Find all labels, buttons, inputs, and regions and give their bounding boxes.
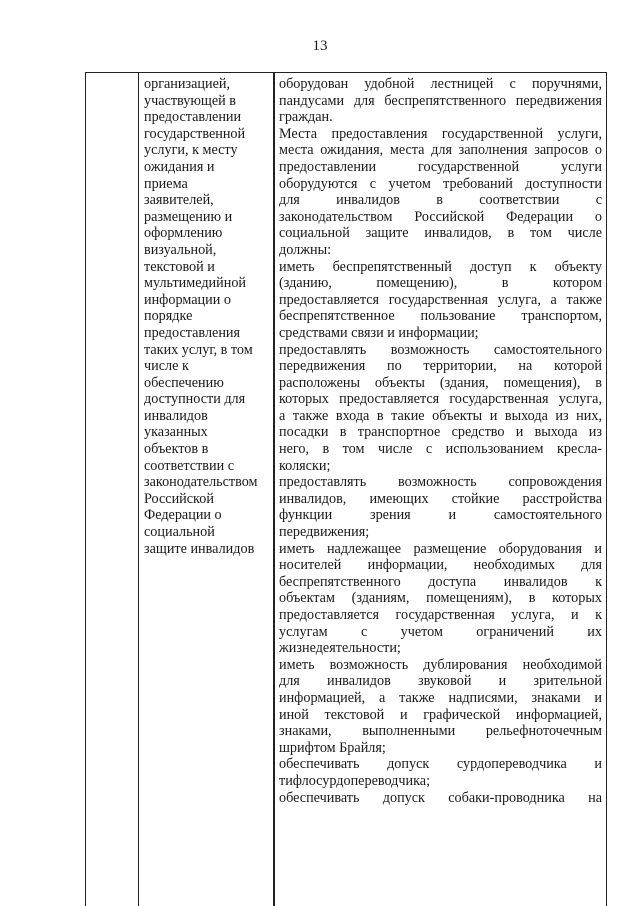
requirement-text-line: коляски; bbox=[279, 457, 331, 474]
requirement-text-line: граждан. bbox=[279, 109, 333, 126]
criteria-text-line: приема bbox=[144, 175, 188, 192]
requirement-text-line: оборудован удобной лестницей с поручнями, bbox=[279, 76, 602, 92]
criteria-text-line: социальной bbox=[144, 524, 215, 541]
requirement-text-line: носителей информации, необходимых для bbox=[279, 557, 602, 574]
criteria-text-line: размещению и bbox=[144, 208, 233, 225]
requirement-text-line: объектам (зданиям, помещениям), в которых bbox=[279, 590, 602, 607]
requirement-text-line: обеспечивать допуск собаки-проводника на bbox=[279, 789, 602, 806]
column-divider bbox=[606, 73, 607, 906]
requirement-text-line: предоставлении государственной услуги bbox=[279, 158, 602, 175]
requirement-text-line: средствами связи и информации; bbox=[279, 324, 479, 341]
requirement-text-line: предоставлять возможность сопровождения bbox=[279, 474, 602, 491]
requirement-text-line: должны: bbox=[279, 241, 332, 258]
criteria-text-line: предоставления bbox=[144, 324, 241, 341]
column-divider bbox=[138, 73, 139, 906]
requirement-text-line: обеспечивать допуск сурдопереводчика и bbox=[279, 756, 602, 773]
criteria-text-line: защите инвалидов bbox=[144, 540, 255, 557]
criteria-text-line: соответствии с bbox=[144, 457, 235, 474]
criteria-text-line: инвалидов bbox=[144, 407, 208, 424]
requirement-text-line: предоставляется государственная услуга, а также bbox=[279, 291, 602, 308]
requirement-text-line: для инвалидов в соответствии с bbox=[279, 192, 602, 209]
criteria-text-line: участвующей в bbox=[144, 92, 236, 109]
requirement-text-line: знаками, выполненными рельефноточечным bbox=[279, 723, 602, 740]
criteria-text-line: организацией, bbox=[144, 76, 231, 92]
requirement-text-line: передвижения по территории, на которой bbox=[279, 358, 602, 375]
requirement-text-line: законодательством Российской Федерации о bbox=[279, 208, 602, 225]
requirement-text-line: тифлосурдопереводчика; bbox=[279, 772, 431, 789]
criteria-text-line: таких услуг, в том bbox=[144, 341, 253, 358]
criteria-text-line: информации о bbox=[144, 291, 231, 308]
requirement-text-line: социальной защите инвалидов, в том числе bbox=[279, 225, 602, 242]
requirement-text-line: иметь надлежащее размещение оборудования и bbox=[279, 540, 602, 557]
criteria-text-line: числе к bbox=[144, 358, 189, 375]
criteria-text-line: государственной bbox=[144, 125, 246, 142]
criteria-text-line: указанных bbox=[144, 424, 208, 441]
criteria-text-line: мультимедийной bbox=[144, 275, 247, 292]
criteria-text-line: заявителей, bbox=[144, 192, 214, 209]
requirement-text-line: беспрепятственное пользование транспортом, bbox=[279, 308, 602, 325]
requirement-text-line: информацией, а также надписями, знаками и bbox=[279, 689, 602, 706]
requirement-text-line: жизнедеятельности; bbox=[279, 640, 401, 657]
criteria-text-line: оформлению bbox=[144, 225, 223, 242]
requirements-table bbox=[85, 72, 607, 906]
criteria-text-line: предоставлении bbox=[144, 109, 242, 126]
requirement-text-line: иметь возможность дублирования необходимой bbox=[279, 656, 602, 673]
requirement-text-line: иной текстовой и графической информацией, bbox=[279, 706, 602, 723]
criteria-text-line: Федерации о bbox=[144, 507, 222, 524]
criteria-text-line: услуги, к месту bbox=[144, 142, 238, 159]
criteria-text-line: визуальной, bbox=[144, 241, 217, 258]
criteria-text-line: объектов в bbox=[144, 441, 209, 458]
requirement-text-line: а также входа в такие объекты и выхода из них, bbox=[279, 407, 602, 424]
requirement-text-line: (зданию, помещению), в котором bbox=[279, 275, 602, 292]
requirement-text-line: расположены объекты (здания, помещения), в bbox=[279, 374, 602, 391]
requirement-text-line: Места предоставления государственной услуги, bbox=[279, 125, 602, 142]
requirement-text-line: шрифтом Брайля; bbox=[279, 739, 386, 756]
requirement-text-line: пандусами для беспрепятственного передвижения bbox=[279, 92, 602, 109]
requirement-text-line: услугам с учетом ограничений их bbox=[279, 623, 602, 640]
criteria-text-line: порядке bbox=[144, 308, 193, 325]
requirement-text-line: для инвалидов звуковой и зрительной bbox=[279, 673, 602, 690]
requirement-text-line: передвижения; bbox=[279, 524, 370, 541]
requirement-text-line: предоставляется государственная услуга, и к bbox=[279, 607, 602, 623]
requirement-text-line: инвалидов, имеющих стойкие расстройства bbox=[279, 490, 602, 507]
requirement-text-line: него, в том числе с использованием кресла- bbox=[279, 441, 602, 458]
requirement-text-line: иметь беспрепятственный доступ к объекту bbox=[279, 258, 602, 275]
page-number: 13 bbox=[312, 38, 328, 54]
requirement-text-line: места ожидания, места для заполнения запросов о bbox=[279, 142, 602, 159]
criteria-text-line: доступности для bbox=[144, 391, 246, 408]
criteria-text-line: Российской bbox=[144, 490, 214, 507]
requirement-text-line: предоставлять возможность самостоятельного bbox=[279, 341, 602, 358]
requirement-text-line: функции зрения и самостоятельного bbox=[279, 507, 602, 524]
requirement-text-line: которых предоставляется государственная услуга, bbox=[279, 391, 602, 408]
requirements-cell bbox=[279, 76, 602, 806]
criteria-cell bbox=[144, 76, 270, 557]
criteria-text-line: законодательством bbox=[144, 474, 258, 491]
criteria-text-line: текстовой и bbox=[144, 258, 215, 275]
criteria-text-line: ожидания и bbox=[144, 158, 215, 175]
requirement-text-line: оборудуются с учетом требований доступности bbox=[279, 175, 602, 192]
requirement-text-line: беспрепятственного доступа инвалидов к bbox=[279, 573, 602, 590]
criteria-text-line: обеспечению bbox=[144, 374, 224, 391]
column-divider bbox=[273, 73, 275, 906]
requirement-text-line: посадки в транспортное средство и выхода из bbox=[279, 424, 602, 441]
